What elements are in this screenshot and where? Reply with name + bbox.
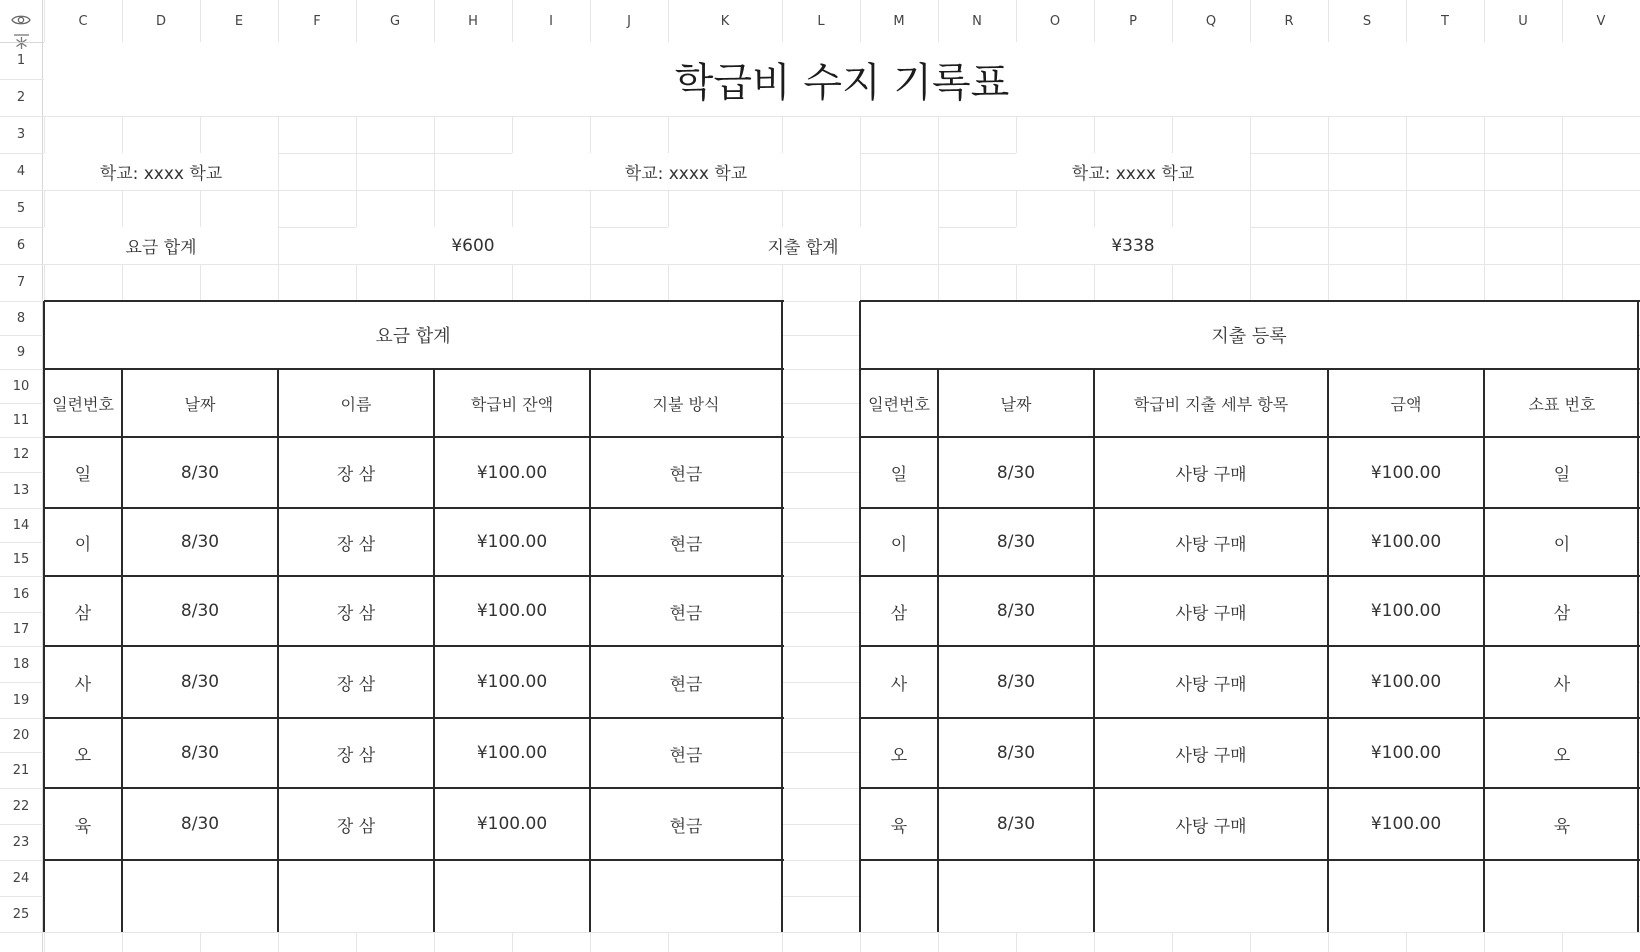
fee-table-cell[interactable]: ¥100.00	[476, 814, 548, 834]
grid-row-line	[0, 190, 1640, 191]
table-border	[860, 717, 1640, 719]
row-header[interactable]: 5	[16, 201, 26, 216]
row-header[interactable]: 16	[12, 586, 30, 602]
column-header[interactable]: U	[1518, 13, 1528, 29]
expense-table-cell[interactable]: 사탕 구매	[1175, 465, 1247, 485]
table-border	[44, 368, 784, 370]
table-border	[44, 436, 784, 438]
column-header[interactable]: Q	[1205, 13, 1217, 29]
fee-table-cell[interactable]: 장 삼	[336, 534, 376, 555]
row-header[interactable]: 15	[12, 551, 30, 567]
row-header[interactable]: 2	[16, 90, 26, 105]
fee-table-title[interactable]: 요금 합계	[375, 326, 451, 347]
expense-table-cell[interactable]: 일	[1553, 465, 1571, 485]
table-border	[277, 369, 279, 932]
table-border	[860, 300, 1640, 302]
column-header[interactable]: V	[1596, 13, 1606, 29]
table-border	[860, 787, 1640, 789]
fee-total-value[interactable]: ¥600	[356, 227, 590, 264]
row-header[interactable]: 20	[12, 727, 30, 743]
fee-table-cell[interactable]: 현금	[669, 465, 703, 485]
fee-table-header[interactable]: 학급비 잔액	[470, 394, 554, 414]
table-border	[44, 300, 784, 302]
eye-icon[interactable]	[11, 13, 31, 27]
expense-total-label[interactable]: 지출 합계	[668, 227, 938, 264]
column-header[interactable]: H	[468, 13, 478, 29]
row-header[interactable]: 10	[12, 378, 30, 394]
fee-table-cell[interactable]: 현금	[669, 745, 703, 766]
column-header[interactable]: G	[389, 13, 401, 29]
table-border	[860, 436, 1640, 438]
fee-table-cell[interactable]: 오	[74, 745, 92, 766]
column-header[interactable]: F	[313, 13, 321, 29]
row-header[interactable]: 1	[16, 53, 26, 68]
expense-total-value[interactable]: ¥338	[1016, 227, 1250, 264]
school-label[interactable]: 학교: xxxx 학교	[44, 153, 278, 190]
expense-table-cell[interactable]: 8/30	[996, 672, 1036, 692]
table-border	[589, 369, 591, 932]
column-header[interactable]: K	[720, 13, 730, 29]
table-border	[44, 859, 784, 861]
column-header[interactable]: N	[972, 13, 982, 29]
fee-table-header[interactable]: 지불 방식	[652, 394, 720, 414]
row-header[interactable]: 22	[12, 798, 30, 814]
fee-table-cell[interactable]: 사	[74, 674, 92, 695]
fee-table-cell[interactable]: ¥100.00	[476, 532, 548, 552]
column-header[interactable]: I	[549, 13, 553, 29]
table-border	[44, 507, 784, 509]
row-header[interactable]: 6	[16, 238, 26, 253]
row-header[interactable]: 18	[12, 656, 30, 672]
fee-table-header[interactable]: 일련번호	[52, 394, 114, 414]
expense-table-cell[interactable]: ¥100.00	[1370, 601, 1442, 621]
expense-table-cell[interactable]: 삼	[890, 603, 908, 624]
expense-table-cell[interactable]: 이	[1553, 534, 1571, 555]
fee-table-header[interactable]: 이름	[340, 394, 372, 414]
table-border	[44, 717, 784, 719]
expense-table-cell[interactable]: ¥100.00	[1370, 532, 1442, 552]
column-header[interactable]: D	[155, 13, 166, 29]
fee-table-cell[interactable]: 8/30	[180, 532, 220, 552]
expense-table-cell[interactable]: 8/30	[996, 601, 1036, 621]
fee-table-cell[interactable]: 8/30	[180, 601, 220, 621]
table-border	[860, 859, 1640, 861]
fee-table-cell[interactable]: 장 삼	[336, 816, 376, 837]
column-header[interactable]: L	[817, 13, 825, 29]
table-border	[1483, 369, 1485, 932]
table-border	[44, 645, 784, 647]
fee-table-cell[interactable]: ¥100.00	[476, 743, 548, 763]
table-border	[44, 787, 784, 789]
table-border	[44, 575, 784, 577]
expense-table-cell[interactable]: 일	[890, 465, 908, 485]
table-border	[1637, 301, 1639, 932]
expense-table-cell[interactable]: ¥100.00	[1370, 814, 1442, 834]
fee-table-cell[interactable]: 현금	[669, 674, 703, 695]
expense-table-title[interactable]: 지출 등록	[1211, 326, 1287, 347]
column-header[interactable]: C	[78, 13, 88, 29]
fee-table-cell[interactable]: 8/30	[180, 743, 220, 763]
expense-table-header[interactable]: 금액	[1390, 394, 1422, 414]
expense-table-header[interactable]: 일련번호	[868, 394, 930, 414]
expense-table-cell[interactable]: 사탕 구매	[1175, 603, 1247, 624]
fee-table-cell[interactable]: ¥100.00	[476, 672, 548, 692]
table-border	[781, 301, 783, 932]
fee-table-cell[interactable]: 현금	[669, 603, 703, 624]
fee-table-cell[interactable]: ¥100.00	[476, 601, 548, 621]
fee-table-cell[interactable]: 장 삼	[336, 674, 376, 695]
expense-table-cell[interactable]: 8/30	[996, 532, 1036, 552]
fee-table-cell[interactable]: 8/30	[180, 814, 220, 834]
column-header[interactable]: E	[234, 13, 244, 29]
sheet-title[interactable]: 학급비 수지 기록표	[44, 42, 1640, 116]
expense-table-cell[interactable]: 삼	[1553, 603, 1571, 624]
column-header[interactable]: M	[893, 13, 905, 29]
row-header[interactable]: 7	[16, 275, 26, 290]
expense-table-header[interactable]: 소표 번호	[1528, 394, 1596, 414]
table-border	[1327, 369, 1329, 932]
column-header[interactable]: R	[1284, 13, 1294, 29]
grid-row-line	[0, 932, 1640, 933]
expense-table-cell[interactable]: 육	[1553, 816, 1571, 837]
expense-table-cell[interactable]: 사탕 구매	[1175, 745, 1247, 766]
table-border	[121, 369, 123, 932]
table-border	[433, 369, 435, 932]
table-border	[860, 368, 1640, 370]
row-header[interactable]: 24	[12, 870, 30, 886]
row-header[interactable]: 14	[12, 517, 30, 533]
row-header[interactable]: 17	[12, 621, 30, 637]
expense-table-cell[interactable]: 8/30	[996, 814, 1036, 834]
expense-table-cell[interactable]: 사탕 구매	[1175, 674, 1247, 695]
row-header[interactable]: 23	[12, 834, 30, 850]
fee-table-cell[interactable]: 현금	[669, 534, 703, 555]
grid-row-line	[0, 264, 1640, 265]
fee-table-cell[interactable]: 이	[74, 534, 92, 555]
expense-table-cell[interactable]: ¥100.00	[1370, 672, 1442, 692]
table-border	[43, 301, 45, 932]
row-header[interactable]: 21	[12, 762, 30, 778]
table-border	[859, 301, 861, 932]
table-border	[860, 645, 1640, 647]
grid-row-line	[0, 116, 1640, 117]
school-label[interactable]: 학교: xxxx 학교	[512, 153, 860, 190]
school-label[interactable]: 학교: xxxx 학교	[1016, 153, 1250, 190]
expense-table-header[interactable]: 날짜	[1000, 394, 1032, 414]
fee-table-cell[interactable]: 8/30	[180, 462, 220, 483]
fee-table-cell[interactable]: 현금	[669, 816, 703, 837]
fee-table-header[interactable]: 날짜	[184, 394, 216, 414]
expense-table-cell[interactable]: ¥100.00	[1370, 462, 1442, 483]
fee-table-cell[interactable]: 장 삼	[336, 465, 376, 485]
row-header[interactable]: 12	[12, 447, 30, 462]
expense-table-cell[interactable]: 8/30	[996, 743, 1036, 763]
row-header[interactable]: 3	[16, 127, 26, 142]
fee-table-cell[interactable]: 육	[74, 816, 92, 837]
fee-table-cell[interactable]: 장 삼	[336, 603, 376, 624]
column-header[interactable]: T	[1441, 13, 1449, 29]
expense-table-cell[interactable]: 사	[890, 674, 908, 695]
row-header[interactable]: 8	[16, 310, 26, 326]
table-border	[860, 507, 1640, 509]
column-header[interactable]: S	[1362, 13, 1372, 29]
fee-table-cell[interactable]: 삼	[74, 603, 92, 624]
expense-table-header[interactable]: 학급비 지출 세부 항목	[1133, 394, 1289, 414]
expense-table-cell[interactable]: ¥100.00	[1370, 743, 1442, 763]
row-header[interactable]: 4	[16, 164, 26, 179]
expense-table-cell[interactable]: 육	[890, 816, 908, 837]
row-header[interactable]: 11	[12, 412, 30, 428]
table-border	[937, 369, 939, 932]
expense-table-cell[interactable]: 오	[1553, 745, 1571, 766]
expense-table-cell[interactable]: 사탕 구매	[1175, 816, 1247, 837]
column-header[interactable]: P	[1129, 13, 1137, 29]
fee-table-cell[interactable]: ¥100.00	[476, 462, 548, 483]
table-border	[1093, 369, 1095, 932]
expense-table-cell[interactable]: 8/30	[996, 462, 1036, 483]
column-header[interactable]: J	[627, 13, 631, 29]
expense-table-cell[interactable]: 사탕 구매	[1175, 534, 1247, 555]
row-header[interactable]: 9	[16, 344, 26, 360]
table-border	[860, 575, 1640, 577]
expense-table-cell[interactable]: 사	[1553, 674, 1571, 695]
fee-table-cell[interactable]: 장 삼	[336, 745, 376, 766]
column-header[interactable]: O	[1049, 13, 1061, 29]
row-header[interactable]: 13	[12, 482, 30, 498]
fee-table-cell[interactable]: 일	[74, 465, 92, 485]
fee-total-label[interactable]: 요금 합계	[44, 227, 278, 264]
expense-table-cell[interactable]: 이	[890, 534, 908, 555]
fee-table-cell[interactable]: 8/30	[180, 672, 220, 692]
expense-table-cell[interactable]: 오	[890, 745, 908, 766]
row-header[interactable]: 25	[12, 906, 30, 922]
row-header[interactable]: 19	[12, 692, 30, 708]
